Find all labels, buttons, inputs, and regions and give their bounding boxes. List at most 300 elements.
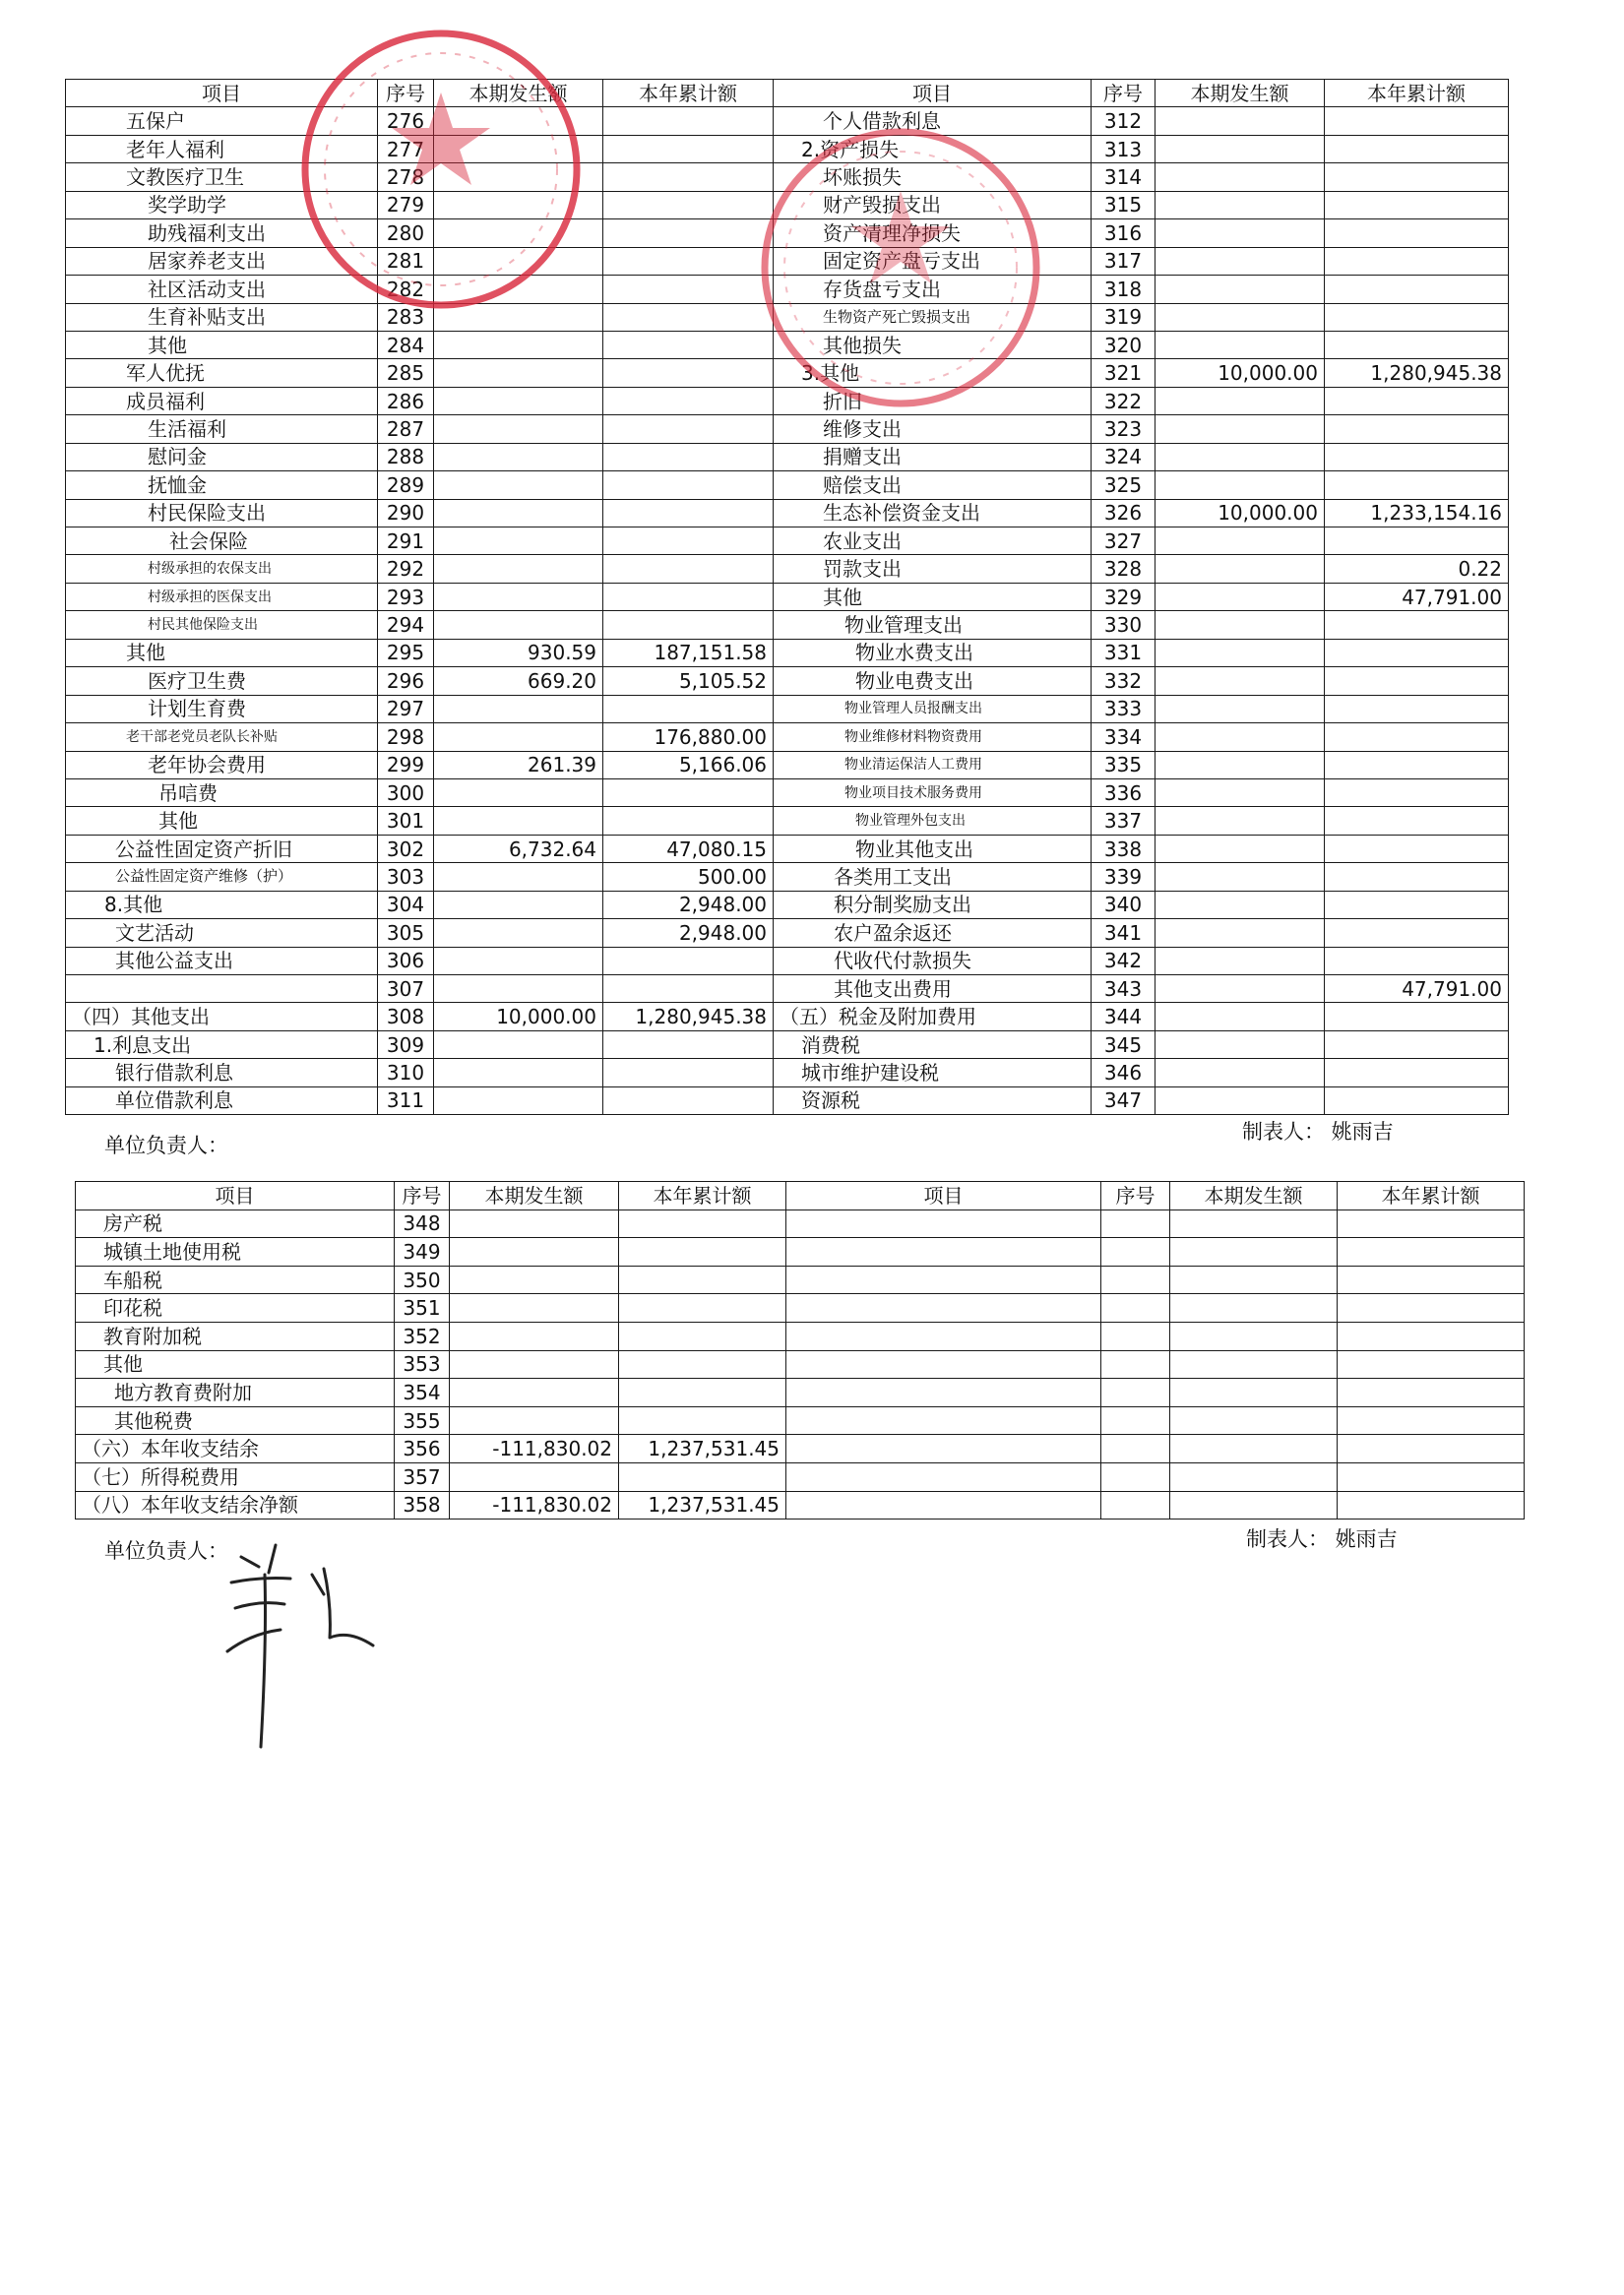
current-amount-cell — [1170, 1379, 1338, 1407]
seq-cell: 282 — [378, 276, 434, 303]
seq-cell: 321 — [1092, 359, 1156, 387]
ytd-amount-cell — [603, 975, 774, 1003]
ytd-amount-cell — [1325, 1003, 1509, 1030]
current-amount-cell — [1156, 639, 1325, 666]
ytd-amount-cell: 1,280,945.38 — [1325, 359, 1509, 387]
current-amount-cell — [434, 863, 603, 891]
current-amount-cell — [434, 919, 603, 947]
ytd-amount-cell — [619, 1462, 786, 1491]
table-row — [76, 1462, 1525, 1491]
ytd-amount-cell: 47,791.00 — [1325, 975, 1509, 1003]
col-header-current: 本期发生额 — [1170, 1182, 1338, 1210]
item-label: 文艺活动 — [66, 919, 378, 947]
item-label: 居家养老支出 — [66, 247, 378, 275]
current-amount-cell — [1170, 1238, 1338, 1267]
item-label: （七）所得税费用 — [76, 1462, 395, 1491]
col-header-current: 本期发生额 — [450, 1182, 619, 1210]
seq-cell: 308 — [378, 1003, 434, 1030]
item-label: 固定资产盘亏支出 — [774, 247, 1092, 275]
current-amount-cell — [1170, 1322, 1338, 1350]
seq-cell: 310 — [378, 1059, 434, 1086]
ytd-amount-cell — [1325, 611, 1509, 639]
item-label — [786, 1491, 1101, 1520]
current-amount-cell — [1156, 1003, 1325, 1030]
current-amount-cell — [1156, 863, 1325, 891]
current-amount-cell — [1156, 891, 1325, 918]
item-label: 其他 — [66, 639, 378, 666]
item-label: 五保户 — [66, 107, 378, 135]
item-label: 其他 — [66, 807, 378, 835]
ytd-amount-cell: 500.00 — [603, 863, 774, 891]
ytd-amount-cell — [1325, 276, 1509, 303]
ytd-amount-cell — [1325, 835, 1509, 862]
current-amount-cell — [1156, 947, 1325, 974]
col-header-current: 本期发生额 — [434, 80, 603, 107]
current-amount-cell — [434, 723, 603, 751]
current-amount-cell — [1156, 1030, 1325, 1058]
current-amount-cell — [450, 1379, 619, 1407]
seq-cell: 278 — [378, 163, 434, 191]
table-row — [66, 163, 1509, 191]
current-amount-cell — [1156, 276, 1325, 303]
item-label: 资源税 — [774, 1086, 1092, 1114]
current-amount-cell — [434, 695, 603, 722]
ytd-amount-cell: 176,880.00 — [603, 723, 774, 751]
item-label: 罚款支出 — [774, 555, 1092, 583]
item-label — [786, 1322, 1101, 1350]
item-label — [786, 1238, 1101, 1267]
table-row — [66, 415, 1509, 443]
ytd-amount-cell: 1,237,531.45 — [619, 1435, 786, 1463]
item-label: 成员福利 — [66, 387, 378, 414]
seq-cell — [1101, 1322, 1170, 1350]
current-amount-cell — [1156, 807, 1325, 835]
seq-cell: 351 — [395, 1294, 450, 1323]
current-amount-cell: 10,000.00 — [1156, 359, 1325, 387]
ytd-amount-cell — [1338, 1322, 1525, 1350]
current-amount-cell — [434, 807, 603, 835]
ytd-amount-cell — [603, 778, 774, 806]
table-row — [66, 807, 1509, 835]
item-label: 抚恤金 — [66, 471, 378, 499]
current-amount-cell — [434, 555, 603, 583]
table-row — [76, 1238, 1525, 1267]
current-amount-cell — [1156, 723, 1325, 751]
item-label: 物业项目技术服务费用 — [774, 778, 1092, 806]
table-row — [76, 1435, 1525, 1463]
seq-cell: 343 — [1092, 975, 1156, 1003]
item-label: 2.资产损失 — [774, 135, 1092, 162]
item-label: 物业电费支出 — [774, 667, 1092, 695]
ytd-amount-cell — [1338, 1266, 1525, 1294]
table-row — [76, 1322, 1525, 1350]
col-header-ytd: 本年累计额 — [1338, 1182, 1525, 1210]
item-label — [786, 1435, 1101, 1463]
table-row — [66, 219, 1509, 247]
current-amount-cell — [450, 1350, 619, 1379]
current-amount-cell — [434, 471, 603, 499]
preparer-label: 制表人： 姚雨吉 — [1242, 1120, 1394, 1144]
table-row — [76, 1294, 1525, 1323]
seq-cell: 342 — [1092, 947, 1156, 974]
seq-cell: 292 — [378, 555, 434, 583]
ytd-amount-cell — [603, 499, 774, 527]
seq-cell: 289 — [378, 471, 434, 499]
item-label: （五）税金及附加费用 — [774, 1003, 1092, 1030]
item-label: 积分制奖励支出 — [774, 891, 1092, 918]
item-label: 慰问金 — [66, 443, 378, 470]
current-amount-cell — [1156, 415, 1325, 443]
current-amount-cell — [1156, 471, 1325, 499]
item-label: 老年人福利 — [66, 135, 378, 162]
seq-cell: 284 — [378, 331, 434, 358]
seq-cell: 312 — [1092, 107, 1156, 135]
ytd-amount-cell: 2,948.00 — [603, 891, 774, 918]
item-label: 军人优抚 — [66, 359, 378, 387]
current-amount-cell — [1156, 611, 1325, 639]
current-amount-cell — [434, 415, 603, 443]
item-label: 教育附加税 — [76, 1322, 395, 1350]
item-label: 捐赠支出 — [774, 443, 1092, 470]
ytd-amount-cell — [603, 555, 774, 583]
seq-cell: 355 — [395, 1406, 450, 1435]
ytd-amount-cell — [1325, 443, 1509, 470]
item-label: 坏账损失 — [774, 163, 1092, 191]
item-label: 物业管理支出 — [774, 611, 1092, 639]
table-row — [66, 919, 1509, 947]
seq-cell — [1101, 1210, 1170, 1238]
ytd-amount-cell — [1338, 1435, 1525, 1463]
seq-cell: 300 — [378, 778, 434, 806]
ytd-amount-cell — [1325, 807, 1509, 835]
col-header-ytd: 本年累计额 — [619, 1182, 786, 1210]
seq-cell: 276 — [378, 107, 434, 135]
statement-table-1 — [65, 79, 1509, 1115]
ytd-amount-cell — [1338, 1406, 1525, 1435]
seq-cell: 313 — [1092, 135, 1156, 162]
current-amount-cell — [1170, 1294, 1338, 1323]
table-row — [66, 1059, 1509, 1086]
seq-cell — [1101, 1379, 1170, 1407]
current-amount-cell: -111,830.02 — [450, 1435, 619, 1463]
ytd-amount-cell — [1325, 891, 1509, 918]
seq-cell: 311 — [378, 1086, 434, 1114]
current-amount-cell — [434, 1059, 603, 1086]
seq-cell: 279 — [378, 191, 434, 218]
seq-cell: 283 — [378, 303, 434, 331]
item-label: 公益性固定资产折旧 — [66, 835, 378, 862]
seq-cell: 304 — [378, 891, 434, 918]
current-amount-cell — [434, 778, 603, 806]
item-label: 印花税 — [76, 1294, 395, 1323]
ytd-amount-cell — [1325, 695, 1509, 722]
item-label: 村级承担的农保支出 — [66, 555, 378, 583]
current-amount-cell — [1156, 163, 1325, 191]
current-amount-cell — [1170, 1462, 1338, 1491]
seq-cell: 349 — [395, 1238, 450, 1267]
ytd-amount-cell — [1338, 1462, 1525, 1491]
ytd-amount-cell — [1338, 1210, 1525, 1238]
current-amount-cell — [1156, 191, 1325, 218]
current-amount-cell — [1156, 135, 1325, 162]
table-row — [66, 555, 1509, 583]
item-label — [786, 1294, 1101, 1323]
seq-cell: 296 — [378, 667, 434, 695]
seq-cell: 294 — [378, 611, 434, 639]
ytd-amount-cell — [603, 611, 774, 639]
ytd-amount-cell — [1325, 191, 1509, 218]
item-label: 计划生育费 — [66, 695, 378, 722]
current-amount-cell — [1156, 695, 1325, 722]
ytd-amount-cell — [619, 1350, 786, 1379]
ytd-amount-cell — [1325, 947, 1509, 974]
seq-cell: 302 — [378, 835, 434, 862]
item-label: 文教医疗卫生 — [66, 163, 378, 191]
ytd-amount-cell — [1325, 1030, 1509, 1058]
seq-cell: 325 — [1092, 471, 1156, 499]
seq-cell: 286 — [378, 387, 434, 414]
current-amount-cell — [1156, 667, 1325, 695]
handwritten-signature — [221, 1535, 389, 1762]
seq-cell: 295 — [378, 639, 434, 666]
table-row — [66, 135, 1509, 162]
seq-cell: 335 — [1092, 751, 1156, 778]
ytd-amount-cell — [603, 471, 774, 499]
ytd-amount-cell: 47,791.00 — [1325, 583, 1509, 610]
ytd-amount-cell — [1325, 527, 1509, 555]
ytd-amount-cell — [603, 387, 774, 414]
item-label: 其他支出费用 — [774, 975, 1092, 1003]
item-label: 其他 — [774, 583, 1092, 610]
table-row — [66, 667, 1509, 695]
ytd-amount-cell — [603, 415, 774, 443]
ytd-amount-cell: 1,237,531.45 — [619, 1491, 786, 1520]
current-amount-cell — [434, 219, 603, 247]
current-amount-cell — [1156, 583, 1325, 610]
item-label: 吊唁费 — [66, 778, 378, 806]
col-header-item: 项目 — [774, 80, 1092, 107]
item-label: 折旧 — [774, 387, 1092, 414]
ytd-amount-cell — [603, 807, 774, 835]
seq-cell: 340 — [1092, 891, 1156, 918]
ytd-amount-cell — [619, 1238, 786, 1267]
current-amount-cell — [1156, 975, 1325, 1003]
seq-cell: 352 — [395, 1322, 450, 1350]
table-row — [66, 583, 1509, 610]
seq-cell — [1101, 1238, 1170, 1267]
item-label: 其他 — [76, 1350, 395, 1379]
ytd-amount-cell — [603, 1086, 774, 1114]
ytd-amount-cell — [603, 947, 774, 974]
item-label: 医疗卫生费 — [66, 667, 378, 695]
ytd-amount-cell: 2,948.00 — [603, 919, 774, 947]
seq-cell — [1101, 1350, 1170, 1379]
current-amount-cell — [1156, 219, 1325, 247]
seq-cell: 326 — [1092, 499, 1156, 527]
col-header-ytd: 本年累计额 — [1325, 80, 1509, 107]
ytd-amount-cell — [603, 219, 774, 247]
seq-cell: 357 — [395, 1462, 450, 1491]
seq-cell: 287 — [378, 415, 434, 443]
item-label — [786, 1266, 1101, 1294]
seq-cell: 288 — [378, 443, 434, 470]
item-label: 助残福利支出 — [66, 219, 378, 247]
item-label: 生物资产死亡毁损支出 — [774, 303, 1092, 331]
ytd-amount-cell — [603, 163, 774, 191]
table-row — [66, 639, 1509, 666]
current-amount-cell — [434, 443, 603, 470]
current-amount-cell — [1156, 303, 1325, 331]
item-label: 资产清理净损失 — [774, 219, 1092, 247]
ytd-amount-cell — [603, 331, 774, 358]
seq-cell: 301 — [378, 807, 434, 835]
item-label: 赔偿支出 — [774, 471, 1092, 499]
item-label: （六）本年收支结余 — [76, 1435, 395, 1463]
ytd-amount-cell — [1325, 415, 1509, 443]
seq-cell: 334 — [1092, 723, 1156, 751]
ytd-amount-cell — [1325, 667, 1509, 695]
table-row — [66, 975, 1509, 1003]
ytd-amount-cell — [619, 1406, 786, 1435]
current-amount-cell — [434, 107, 603, 135]
ytd-amount-cell: 5,105.52 — [603, 667, 774, 695]
current-amount-cell: 930.59 — [434, 639, 603, 666]
item-label: 维修支出 — [774, 415, 1092, 443]
seq-cell: 297 — [378, 695, 434, 722]
seq-cell: 337 — [1092, 807, 1156, 835]
current-amount-cell: 10,000.00 — [434, 1003, 603, 1030]
current-amount-cell — [434, 163, 603, 191]
ytd-amount-cell — [1325, 1059, 1509, 1086]
ytd-amount-cell — [1325, 163, 1509, 191]
seq-cell: 330 — [1092, 611, 1156, 639]
seq-cell: 309 — [378, 1030, 434, 1058]
seq-cell: 328 — [1092, 555, 1156, 583]
current-amount-cell — [450, 1210, 619, 1238]
item-label: 物业管理外包支出 — [774, 807, 1092, 835]
seq-cell: 307 — [378, 975, 434, 1003]
current-amount-cell — [1170, 1491, 1338, 1520]
item-label: 物业管理人员报酬支出 — [774, 695, 1092, 722]
current-amount-cell — [434, 499, 603, 527]
current-amount-cell — [1156, 778, 1325, 806]
table-row — [66, 723, 1509, 751]
ytd-amount-cell — [619, 1210, 786, 1238]
table-row — [76, 1406, 1525, 1435]
table-row — [76, 1266, 1525, 1294]
seq-cell: 290 — [378, 499, 434, 527]
seq-cell: 298 — [378, 723, 434, 751]
table-row — [66, 1003, 1509, 1030]
current-amount-cell — [1156, 555, 1325, 583]
ytd-amount-cell — [603, 527, 774, 555]
table-row — [66, 863, 1509, 891]
table-row — [66, 778, 1509, 806]
table-row — [66, 387, 1509, 414]
current-amount-cell — [434, 1030, 603, 1058]
current-amount-cell — [434, 947, 603, 974]
item-label: 物业水费支出 — [774, 639, 1092, 666]
preparer-label: 制表人： 姚雨吉 — [1246, 1527, 1398, 1551]
item-label: 社区活动支出 — [66, 276, 378, 303]
item-label: 单位借款利息 — [66, 1086, 378, 1114]
current-amount-cell — [450, 1322, 619, 1350]
item-label: 物业清运保洁人工费用 — [774, 751, 1092, 778]
responsible-label: 单位负责人： — [104, 1134, 228, 1157]
ytd-amount-cell — [1325, 331, 1509, 358]
seq-cell: 327 — [1092, 527, 1156, 555]
seq-cell: 319 — [1092, 303, 1156, 331]
current-amount-cell — [1156, 751, 1325, 778]
ytd-amount-cell — [1325, 247, 1509, 275]
ytd-amount-cell — [1325, 1086, 1509, 1114]
current-amount-cell: 6,732.64 — [434, 835, 603, 862]
seq-cell: 315 — [1092, 191, 1156, 218]
current-amount-cell — [1156, 835, 1325, 862]
col-header-seq: 序号 — [1101, 1182, 1170, 1210]
seq-cell: 350 — [395, 1266, 450, 1294]
current-amount-cell: 669.20 — [434, 667, 603, 695]
ytd-amount-cell — [1325, 863, 1509, 891]
seq-cell: 339 — [1092, 863, 1156, 891]
ytd-amount-cell — [1325, 303, 1509, 331]
table-row — [66, 527, 1509, 555]
ytd-amount-cell — [603, 695, 774, 722]
table-row — [66, 947, 1509, 974]
item-label: 财产毁损支出 — [774, 191, 1092, 218]
item-label: 农户盈余返还 — [774, 919, 1092, 947]
current-amount-cell — [1170, 1266, 1338, 1294]
current-amount-cell — [1156, 1059, 1325, 1086]
ytd-amount-cell — [619, 1379, 786, 1407]
ytd-amount-cell: 1,280,945.38 — [603, 1003, 774, 1030]
item-label — [786, 1462, 1101, 1491]
table-row — [66, 1030, 1509, 1058]
current-amount-cell — [434, 247, 603, 275]
seq-cell — [1101, 1462, 1170, 1491]
seq-cell: 329 — [1092, 583, 1156, 610]
seq-cell: 317 — [1092, 247, 1156, 275]
item-label: 其他损失 — [774, 331, 1092, 358]
seq-cell: 281 — [378, 247, 434, 275]
item-label: 老年协会费用 — [66, 751, 378, 778]
ytd-amount-cell — [1338, 1350, 1525, 1379]
seq-cell: 341 — [1092, 919, 1156, 947]
current-amount-cell — [434, 387, 603, 414]
item-label: 物业其他支出 — [774, 835, 1092, 862]
table-row — [66, 191, 1509, 218]
current-amount-cell — [434, 891, 603, 918]
item-label — [66, 975, 378, 1003]
item-label — [786, 1379, 1101, 1407]
col-header-current: 本期发生额 — [1156, 80, 1325, 107]
statement-table-2 — [75, 1181, 1525, 1520]
seq-cell: 348 — [395, 1210, 450, 1238]
seq-cell — [1101, 1491, 1170, 1520]
table-row — [66, 695, 1509, 722]
current-amount-cell — [1156, 387, 1325, 414]
ytd-amount-cell — [1325, 919, 1509, 947]
item-label: 其他公益支出 — [66, 947, 378, 974]
table-row — [76, 1350, 1525, 1379]
seq-cell: 353 — [395, 1350, 450, 1379]
current-amount-cell — [434, 1086, 603, 1114]
ytd-amount-cell: 0.22 — [1325, 555, 1509, 583]
col-header-ytd: 本年累计额 — [603, 80, 774, 107]
col-header-seq: 序号 — [378, 80, 434, 107]
seq-cell — [1101, 1266, 1170, 1294]
current-amount-cell: 261.39 — [434, 751, 603, 778]
